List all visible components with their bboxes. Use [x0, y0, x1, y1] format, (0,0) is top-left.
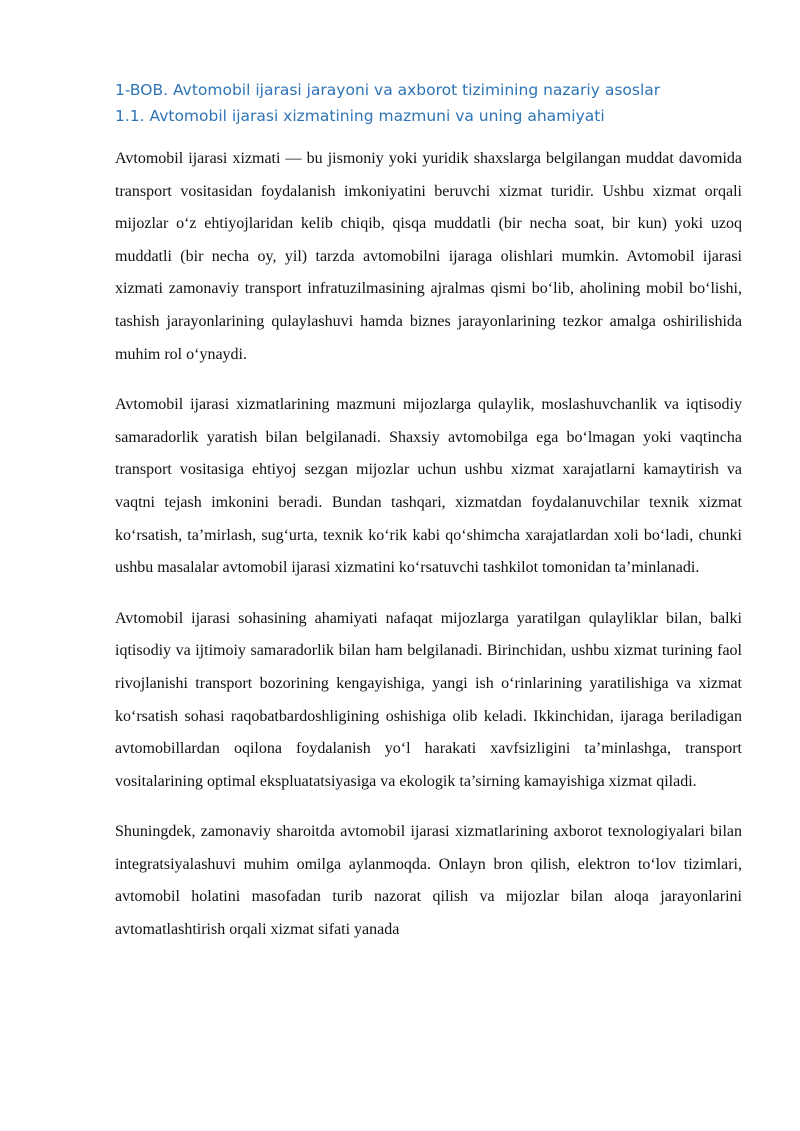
paragraph-1: Avtomobil ijarasi xizmati — bu jismoniy yoki yuridik shaxslarga belgilangan muddat davomida transport vositasidan foydalanish imkoniyatini beruvchi xizmat turidir. Ushbu xizmat orqali mijozlar o‘z ehtiyojlaridan kelib chiqib, qisqa muddatli (bir necha soat, bir kun) yoki uzoq muddatli (bir necha oy, yil) tarzda avtomobilni ijaraga olishlari mumkin. Avtomobil ijarasi xizmati zamonaviy transport infratuzilmasining ajralmas qismi bo‘lib, aholining mobil bo‘lishi, tashish jarayonlarining qulaylashuvi hamda biznes jarayonlarining tezkor amalga oshirilishida muhim rol o‘ynaydi.: [115, 150, 742, 363]
section-heading: 1.1. Avtomobil ijarasi xizmatining mazmuni va uning ahamiyati: [115, 107, 605, 125]
paragraph-2: Avtomobil ijarasi xizmatlarining mazmuni mijozlarga qulaylik, moslashuvchanlik va iqtisodiy samaradorlik yaratish bilan belgilanadi. Shaxsiy avtomobilga ega bo‘lmagan yoki vaqtincha transport vositasiga ehtiyoj sezgan mijozlar uchun ushbu xizmat xarajatlarni kamaytirish va vaqtni tejash imkonini beradi. Bundan tashqari, xizmatdan foydalanuvchilar texnik xizmat ko‘rsatish, ta’mirlash, sug‘urta, texnik ko‘rik kabi qo‘shimcha xarajatlardan xoli bo‘ladi, chunki ushbu masalalar avtomobil ijarasi xizmatini ko‘rsatuvchi tashkilot tomonidan ta’minlanadi.: [115, 396, 742, 577]
paragraph-4: Shuningdek, zamonaviy sharoitda avtomobil ijarasi xizmatlarining axborot texnologiyalari bilan integratsiyalashuvi muhim omilga aylanmoqda. Onlayn bron qilish, elektron to‘lov tizimlari, avtomobil holatini masofadan turib nazorat qilish va mijozlar bilan aloqa jarayonlarini avtomatlashtirish orqali xizmat sifati yanada: [115, 823, 742, 939]
paragraph-3: Avtomobil ijarasi sohasining ahamiyati nafaqat mijozlarga yaratilgan qulayliklar bilan, balki iqtisodiy va ijtimoiy samaradorlik bilan ham belgilanadi. Birinchidan, ushbu xizmat turining faol rivojlanishi transport bozorining kengayishiga, yangi ish o‘rinlarining yaratilishiga va xizmat ko‘rsatish sohasi raqobatbardoshligining oshishiga olib keladi. Ikkinchidan, ijaraga beriladigan avtomobillardan oqilona foydalanish yo‘l harakati xavfsizligini ta’minlashga, transport vositalarining optimal ekspluatatsiyasiga va ekologik ta’sirning kamayishiga xizmat qiladi.: [115, 609, 742, 790]
chapter-heading: 1-BOB. Avtomobil ijarasi jarayoni va axborot tizimining nazariy asoslar: [115, 81, 661, 99]
